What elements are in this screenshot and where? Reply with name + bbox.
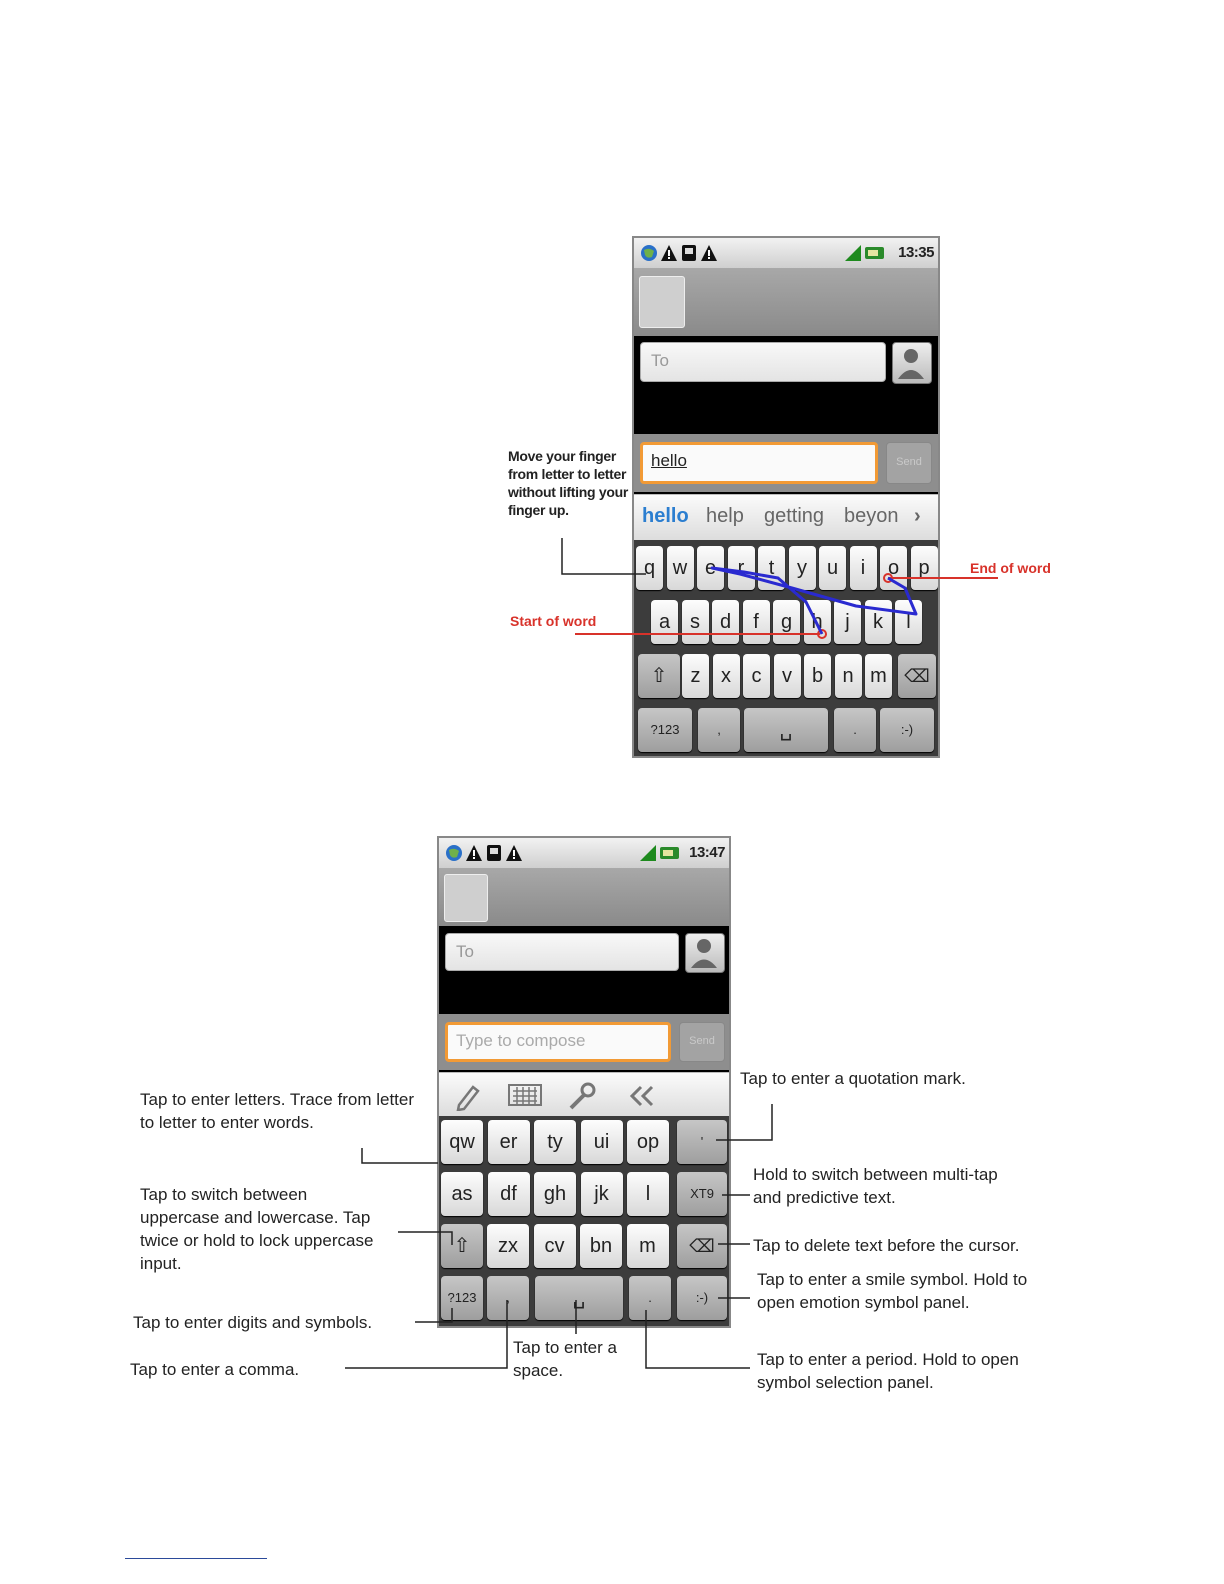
annotation-delete: Tap to delete text before the cursor. (753, 1236, 1020, 1255)
key-ty[interactable]: ty (534, 1120, 576, 1164)
status-time: 13:35 (898, 244, 934, 261)
key-w[interactable]: w (667, 546, 694, 590)
symbols-key[interactable]: ?123 (638, 708, 692, 752)
key-m[interactable]: m (627, 1224, 669, 1268)
leader-line (398, 1232, 452, 1245)
key-cv[interactable]: cv (534, 1224, 576, 1268)
key-zx[interactable]: zx (487, 1224, 529, 1268)
send-label: Send (896, 456, 922, 468)
xt9-toggle-key[interactable]: XT9 (677, 1172, 727, 1216)
candidate-word[interactable]: getting (764, 505, 825, 527)
key-op[interactable]: op (627, 1120, 669, 1164)
key-x[interactable]: x (713, 654, 740, 698)
key-i[interactable]: i (850, 546, 877, 590)
key-c[interactable]: c (743, 654, 770, 698)
key-a[interactable]: a (651, 600, 678, 644)
key-df[interactable]: df (488, 1172, 530, 1216)
annotation-start-of-word: Start of word (510, 613, 597, 629)
annotation-xt9: Hold to switch between multi-tap and predictive text. (753, 1165, 998, 1207)
comma-key[interactable]: , (487, 1276, 529, 1320)
key-ui[interactable]: ui (581, 1120, 623, 1164)
key-qw[interactable]: qw (441, 1120, 483, 1164)
key-p[interactable]: p (911, 546, 938, 590)
key-b[interactable]: b (804, 654, 831, 698)
shift-icon: ⇧ (453, 1235, 471, 1257)
key-v[interactable]: v (774, 654, 801, 698)
backspace-icon: ⌫ (689, 1236, 715, 1256)
key-f[interactable]: f (743, 600, 770, 644)
leader-line (716, 1104, 772, 1140)
compose-text: hello (651, 451, 687, 470)
key-t[interactable]: t (758, 546, 785, 590)
key-n[interactable]: n (835, 654, 862, 698)
candidate-word[interactable]: beyon (844, 505, 899, 527)
leader-line (345, 1300, 507, 1368)
symbols-key[interactable]: ?123 (441, 1276, 483, 1320)
footnote-rule (125, 1558, 267, 1559)
key-e[interactable]: e (697, 546, 724, 590)
annotation-period: Tap to enter a period. Hold to open symbol selection panel. (757, 1350, 1019, 1392)
smiley-key[interactable]: :-) (880, 708, 934, 752)
annotation-end-of-word: End of word (970, 560, 1051, 576)
annotation-digits: Tap to enter digits and symbols. (133, 1313, 373, 1332)
annotation-space: Tap to enter a space. (513, 1338, 617, 1380)
key-o[interactable]: o (880, 546, 907, 590)
key-h[interactable]: h (804, 600, 831, 644)
quote-key[interactable]: ' (677, 1120, 727, 1164)
key-y[interactable]: y (789, 546, 816, 590)
backspace-icon: ⌫ (904, 666, 930, 686)
leader-line (362, 1148, 438, 1163)
key-q[interactable]: q (636, 546, 663, 590)
leader-line (562, 538, 646, 574)
key-gh[interactable]: gh (534, 1172, 576, 1216)
smiley-key[interactable]: :-) (677, 1276, 727, 1320)
period-key[interactable]: . (629, 1276, 671, 1320)
send-label: Send (689, 1035, 715, 1047)
space-icon: ␣ (572, 1287, 586, 1309)
key-g[interactable]: g (773, 600, 800, 644)
annotation-comma: Tap to enter a comma. (130, 1360, 300, 1379)
candidate-word[interactable]: help (706, 505, 744, 527)
key-as[interactable]: as (441, 1172, 483, 1216)
comma-key[interactable]: , (698, 708, 740, 752)
key-z[interactable]: z (682, 654, 709, 698)
key-d[interactable]: d (712, 600, 739, 644)
key-jk[interactable]: jk (581, 1172, 623, 1216)
key-m[interactable]: m (865, 654, 892, 698)
leader-line (415, 1308, 452, 1322)
to-placeholder: To (456, 942, 474, 961)
key-j[interactable]: j (834, 600, 861, 644)
key-l[interactable]: l (895, 600, 922, 644)
compose-placeholder: Type to compose (456, 1031, 586, 1050)
key-r[interactable]: r (728, 546, 755, 590)
annotation-move-finger: Move your finger from letter to letter without lifting your finger up. (508, 448, 628, 518)
to-placeholder: To (651, 351, 669, 370)
candidate-word[interactable]: hello (642, 505, 689, 527)
space-icon: ␣ (779, 719, 793, 741)
key-er[interactable]: er (488, 1120, 530, 1164)
leader-line (646, 1310, 750, 1368)
chevron-right-icon[interactable]: › (914, 505, 921, 527)
swipe-trace (712, 568, 916, 634)
key-s[interactable]: s (682, 600, 709, 644)
shift-icon: ⇧ (650, 665, 668, 687)
annotation-switch-case: Tap to switch between uppercase and lowercase. Tap twice or hold to lock uppercase input. (140, 1185, 374, 1273)
key-bn[interactable]: bn (580, 1224, 622, 1268)
annotation-smile: Tap to enter a smile symbol. Hold to open emotion symbol panel. (757, 1270, 1028, 1312)
annotation-quote: Tap to enter a quotation mark. (740, 1069, 966, 1088)
annotation-tap-letters: Tap to enter letters. Trace from letter to letter to enter words. (140, 1090, 415, 1132)
period-key[interactable]: . (834, 708, 876, 752)
key-u[interactable]: u (819, 546, 846, 590)
key-k[interactable]: k (865, 600, 892, 644)
status-time: 13:47 (689, 844, 725, 861)
key-l[interactable]: l (627, 1172, 669, 1216)
